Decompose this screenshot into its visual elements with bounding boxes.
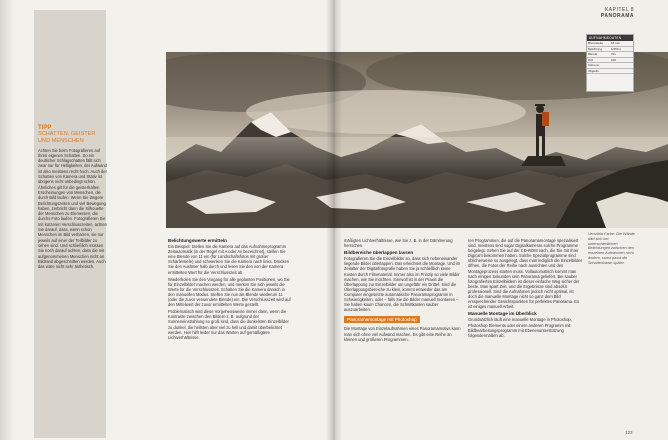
section-label: PANORAMA: [600, 13, 634, 19]
tipp-title: SCHATTEN, GEISTER UND MENSCHEN: [38, 131, 96, 144]
exposure-data-row: Blende f/11: [587, 52, 633, 58]
column-heading: Manuelle Montage im Überblick: [468, 311, 537, 317]
text-column-2: [344, 238, 462, 344]
exposure-data-row: Belichtung 1/250 s: [587, 47, 633, 53]
text-column-1: [168, 238, 292, 342]
paragraph: Fotografieren Sie die Einzelbilder so, dass sich nebeneinander liegende Bilder überlappen. Das erleichtert die Montage. Und im Zeitalter der Digitalfotografie haben Sie ja schließlich keine Kosten durch Filmmaterial. Immer also im Prinzip so viele Bilder machen, wie Sie möchten. Sinnvoll ist in der Praxis die Überlappung zur Einzelbilder um ungefähr ein Drittel. Sind die Überlappungsbereiche zu klein, kommt entweder das am Computer eingesetzte automatische Panoramaprogramm in Schwierigkeiten, oder – falls Sie die Bilder manuell montieren – Sie haben kaum Chancen, die Schnittkanten sauber auszuarbeiten.: [344, 256, 461, 313]
section-banner: Panoramamontage mit Photoshop: [344, 316, 420, 323]
exposure-data-title: AUFNAHMEDATEN: [587, 35, 633, 41]
exposure-data-row: ISO 100: [587, 58, 633, 64]
column-heading: Bildbereiche überlappen lassen: [344, 250, 414, 256]
paragraph: Die Montage von Einzelaufnahmen eines Panoramamotivs kann man sich ohne viel Aufwand machen. Es gibt eine Reihe an kleinen und größeren Programmen.: [344, 326, 461, 342]
paragraph: mäßigten Lichtverhältnisse, wie Sie z. B. in der Dämmerung herrschen.: [344, 238, 453, 249]
exposure-data-row: Brennweite 18 mm: [587, 41, 633, 47]
paragraph: Problematisch wird diese Vorgehensweise immer dann, wenn die Kontraste zwischen den Bildern z. B. aufgrund der Sonneneinstrahlung so groß sind, dass die dunkelsten Einzelbilder zu dunkel, die hellsten aber viel zu hell und damit überbelichtet werden. Hier hilft leider nur das Warten auf gemäßigtere Lichtverhältnisse.: [168, 309, 289, 340]
exposure-data-row: Objektiv: [587, 69, 633, 75]
photo-caption: Verstärkt Farbe: Die Wände darf sich bei unterschiedlichen Belichtungen zwischen den einzelnen Aufnahmen nicht ändern, sonst passt die Schattenkante später.: [588, 232, 635, 265]
paragraph: Grundsätzlich läuft eine manuelle Montage in Photoshop, Photoshop Elements oder einem anderen Programm mit Bildbearbeitungsprogramm mit Ebenenunterstützung folgendermaßen ab:: [468, 317, 572, 338]
page-number: 123: [625, 430, 633, 435]
paragraph: Wiederholen Sie den Vorgang für alle geplanten Positionen, wo Sie für Einzelbilder machen werden, und merken Sie sich jeweils die Werte für die Verschlusszeit. Schalten Sie die Kamera danach in den manuellen Modus. Stellen Sie nun als Blende wiederum 11 (oder die zuvor verwendete Blende) ein. Die Verschlusszeit wird auf den Mittelwert der zuvor ermittelten Werte gestellt.: [168, 276, 291, 308]
running-header: [601, 7, 634, 19]
exposure-data-box: [586, 34, 634, 92]
exposure-data-row: Kamera: [587, 63, 633, 69]
column-heading: Belichtungswerte ermitteln: [168, 238, 227, 243]
page-edge-shadow: [0, 0, 14, 440]
tipp-body: Achten Sie beim Fotografieren auf Ihren eigenen Schatten. So ein deutlicher Schlagschatten fällt sich zwar nur für Helligkeiten, der Aufwand ist also meistens recht hoch. Auch der Schatten von Kamera und Stativ ist übrigens nicht unbedingt schön. Ähnliches gilt für die geisterhaften Erscheinungen von Menschen, die durch Bild laufen. Wenn Sie längere Belichtungszeiten und viel Bewegung haben, zerbricht dann die Silhouette der Menschen zu Elementen, die durchs Foto laufen. Fotografieren Sie mit kürzeren Verschlusszeiten, achten Sie darauf, dass, wenn schon Menschen im Bild verharren, sie nur jeweils auf einer der Teilbilder zu sehen sind. Und schließlich müssen Sie noch darauf achten, dass die mit aufgenommenen Menschen nicht an Bildrand abgeschnitten werden. Auch das wäre nicht sehr ästhetisch.: [38, 147, 107, 270]
book-gutter: [326, 0, 342, 440]
chapter-label: KAPITEL 8: [604, 7, 634, 13]
paragraph: Ein Beispiel: Stellen Sie die Kamera auf das Aufnahmeprogramm Zeitautomatik (in der Regel mit A oder Av bezeichnet), stellen Sie eine Blende von 11 ein (für Landschaftsfotos mit großer Schärfentiefe) und schwenken Sie die Kamera nach links. Drücken Sie den Auslöser halb durch und lesen Sie den von der Kamera ermittelten Wert für die Verschlusszeit ab.: [168, 244, 290, 275]
paragraph: ren Programmen, die auf die Panoramamontage spezialisiert sind, meistens sind sogar Digitalkameras solche Programme beigelegt. Sehen Sie auf der CD-ROM nach, die Sie mit Ihrer Digicam bekommen haben. Solche Spezialprogramme sind üblicherweise so ausgelegt, dass man lediglich die Einzelbilder öffnen, die Fotos der Reihe nach ausrichten und den Montageprozess starten muss. Vollautomatisch kommt man nach einigen Sekunden sein Panorama geliefert. Bei sauber fotografierten Einzelbildern ist dieser einfache Weg sicher der beste. Man spart Zeit, und die Ergebnisse sind absolut professionell. Sind die Aufnahmen jedoch nicht optimal, ist doch die manuelle Montage nicht so ganz dem Bild entsprechender Gesichtspunkten für perfektes Panorama. Es ist einiges manuell Arbeit.: [468, 238, 583, 310]
tipp-box: [38, 125, 108, 269]
tipp-label: TIPP: [38, 125, 52, 131]
text-column-3: [468, 238, 582, 340]
